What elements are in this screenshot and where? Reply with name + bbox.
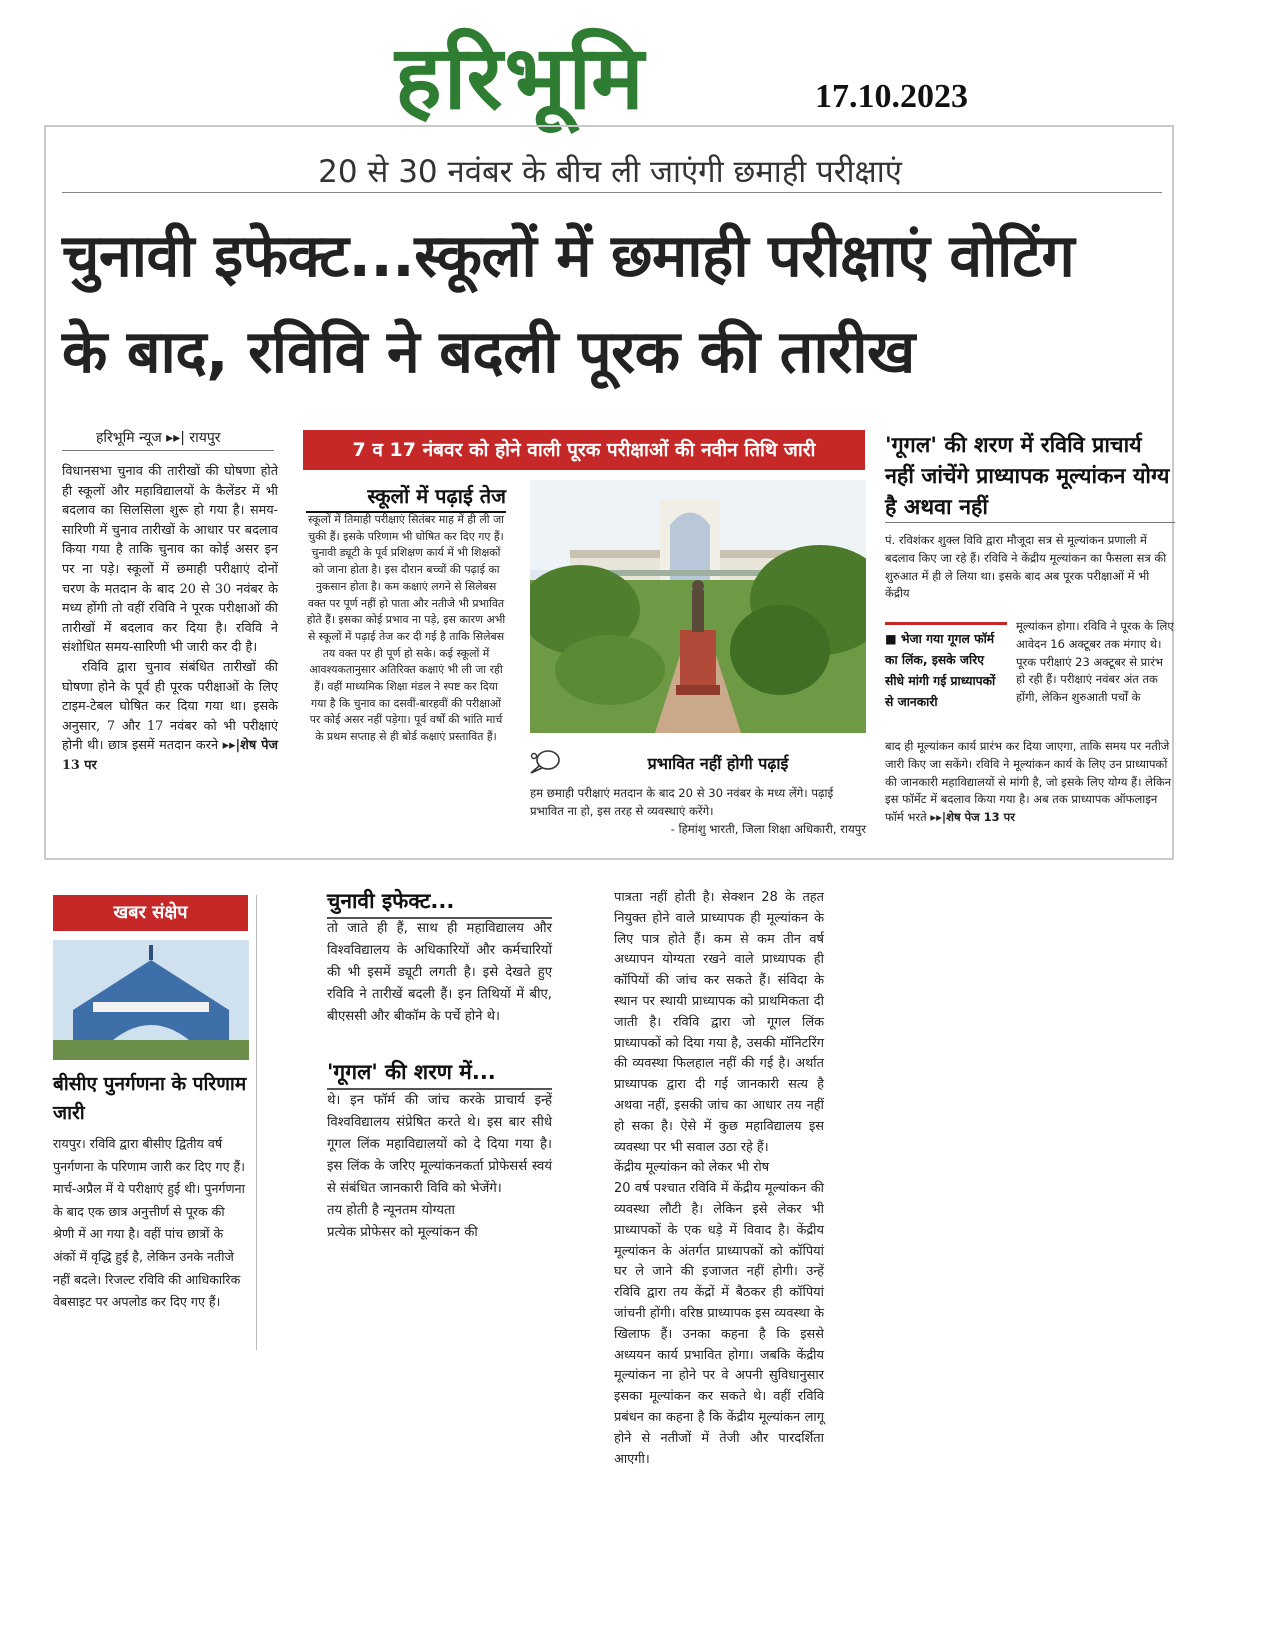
quote-body: हम छमाही परीक्षाएं मतदान के बाद 20 से 30 नवंबर के मध्य लेंगे। पढ़ाई प्रभावित ना हो, इस तरह से व्यवस्थाएं करेंगे। <box>530 786 834 818</box>
story-kicker: 20 से 30 नवंबर के बीच ली जाएंगी छमाही परीक्षाएं <box>318 154 902 190</box>
story-column-1 <box>62 462 278 776</box>
masthead-logo: हरिभूमि <box>395 25 646 129</box>
quote-signature: - हिमांशु भारती, जिला शिक्षा अधिकारी, रायपुर <box>670 822 866 836</box>
headline-line-2: के बाद, रविवि ने बदली पूरक की तारीख <box>62 317 915 386</box>
speech-bubble-icon <box>527 748 561 776</box>
red-banner: 7 व 17 नंबवर को होने वाली पूरक परीक्षाओं की नवीन तिथि जारी <box>303 430 865 470</box>
column-divider <box>256 895 257 1350</box>
kicker-divider <box>62 192 1162 193</box>
paragraph-text: रविवि द्वारा चुनाव संबंधित तारीखों की घोषणा होने के पूर्व ही पूरक परीक्षाओं के लिए टाइम-टेबल घोषित कर दिया गया था। इसके अनुसार, 7 और 17 नवंबर को भी परीक्षाएं होनी थी। छात्र इसमें मतदान करने <box>62 659 278 754</box>
paragraph-text: बाद ही मूल्यांकन कार्य प्रारंभ कर दिया जाएगा, ताकि समय पर नतीजे जारी किए जा सकेंगे। रविवि ने मूल्यांकन कार्य के लिए उन प्राध्यापकों की जानकारी महाविद्यालयों से मांगी है, जो इसके लिए योग्य हैं। लेकिन इस फॉर्मेट में बदलाव किया गया है। अब तक प्राध्यापक ऑफलाइन फॉर्म भरते <box>885 739 1172 825</box>
story-headline <box>62 208 1170 400</box>
continuation-title-election: चुनावी इफेक्ट... <box>327 887 552 919</box>
paragraph: विधानसभा चुनाव की तारीखों की घोषणा होते ही स्कूलों और महाविद्यालयों के कैलेंडर में भी बदलाव का सिलसिला शुरू हो गया है। समय-सारिणी में चुनाव तारीखों के आधार पर बदलाव किया गया है ताकि चुनाव का कोई असर इन पर ना पड़े। स्कूलों में छमाही परीक्षाएं दोनों चरण के मतदान के बाद 20 से 30 नवंबर के मध्य होंगी तो वहीं रविवि ने पूरक परीक्षाओं की तारीखों में बदलाव कर दिया है। रविवि ने संशोधित समय-सारिणी भी जारी कर दी है। <box>62 464 278 656</box>
issue-date: 17.10.2023 <box>815 78 968 115</box>
paragraph: थे। इन फॉर्म की जांच करके प्राचार्य इन्हें विश्वविद्यालय संप्रेषित करते थे। इस बार सीधे गूगल लिंक महाविद्यालयों को दे दिया गया है। इस लिंक के जरिए मूल्यांकनकर्ता प्रोफेसर्स स्वयं से संबंधित जानकारी विवि को भेजेंगे। <box>327 1093 552 1196</box>
story-column-3-bottom <box>885 738 1175 827</box>
continued-link[interactable]: ▸▸|शेष पेज 13 पर <box>62 738 278 773</box>
story-column-3-right: मूल्यांकन होगा। रविवि ने पूरक के लिए आवेदन 16 अक्टूबर तक मंगाए थे। पूरक परीक्षाएं 23 अक्टूबर से प्रारंभ हो रही हैं। परीक्षाएं नवंबर अंत तक होंगी, लेकिन शुरुआती पर्चों के <box>1016 619 1174 705</box>
continuation-body-google <box>327 1090 552 1244</box>
story-column-3: पं. रविशंकर शुक्ल विवि द्वारा मौजूदा सत्र से मूल्यांकन प्रणाली में बदलाव किए जा रहे हैं। रविवि ने केंद्रीय मूल्यांकन का फैसला सत्र की शुरुआत में ही ले लिया था। इसके बाद अब पूरक परीक्षाओं में भी केंद्रीय <box>885 533 1167 601</box>
story-column-2: स्कूलों में तिमाही परीक्षाएं सितंबर माह में ही ली जा चुकी हैं। इसके परिणाम भी घोषित कर दिए गए हैं। चुनावी ड्यूटी के पूर्व प्रशिक्षण कार्य में भी शिक्षकों को जाना होता है। इस दौरान बच्चों की पढ़ाई का नुकसान होता है। कम कक्षाएं लगने से सिलेबस वक्त पर पूर्ण नहीं हो पाता और नतीजे भी प्रभावित होते हैं। इसका कोई प्रभाव ना पड़े, इस कारण अभी से स्कूलों में पढ़ाई तेज कर दी गई है ताकि सिलेबस तय वक्त पर ही पूर्ण हो सके। कई स्कूलों में आवश्यकतानुसार अतिरिक्त कक्षाएं भी ली जा रही हैं। वहीं माध्यमिक शिक्षा मंडल ने स्पष्ट कर दिया गया है कि चुनाव का दसवीं-बारहवीं की परीक्षाओं पर कोई असर नहीं पड़ेगा। पूर्व वर्षों की भांति मार्च के प्रथम सप्ताह से ही बोर्ड कक्षाएं प्रस्तावित हैं। <box>306 513 506 744</box>
university-building-photo <box>530 480 866 733</box>
university-gate-photo <box>53 940 249 1060</box>
paragraph: प्रत्येक प्रोफेसर को मूल्यांकन की <box>327 1225 478 1240</box>
col3-divider <box>885 522 1175 523</box>
paragraph: 20 वर्ष पश्चात रविवि में केंद्रीय मूल्यांकन की व्यवस्था लौटी है। लेकिन इसे लेकर भी प्राध्यापकों के एक धड़े में विवाद है। केंद्रीय मूल्यांकन के अंतर्गत प्राध्यापकों को कॉपियां घर ले जाने की इजाजत नहीं होगी। उन्हें रविवि द्वारा तय केंद्रों में बैठकर ही कॉपियां जांचनी होंगी। वरिष्ठ प्राध्यापक इस व्यवस्था के खिलाफ हैं। उनका कहना है कि इससे अध्ययन कार्य प्रभावित होगा। जबकि केंद्रीय मूल्यांकन ना होने पर वे अपनी सुविधानुसार इसका मूल्यांकन कर सकते थे। वहीं रविवि प्रबंधन का कहना है कि केंद्रीय मूल्यांकन लागू होने से नतीजों में तेजी और पारदर्शिता आएगी। <box>614 1181 824 1467</box>
paragraph-2 <box>62 658 278 776</box>
subheading: केंद्रीय मूल्यांकन को लेकर भी रोष <box>614 1160 770 1176</box>
brief-body: रायपुर। रविवि द्वारा बीसीए द्वितीय वर्ष पुनर्गणना के परिणाम जारी कर दिए गए हैं। मार्च-अप्रैल में ये परीक्षाएं हुई थी। पुनर्गणना के बाद एक छात्र अनुत्तीर्ण से पूरक की श्रेणी में आ गया है। वहीं पांच छात्रों के अंकों में वृद्धि हुई है, लेकिन उनके नतीजे नहीं बदले। रिजल्ट रविवि की आधिकारिक वेबसाइट पर अपलोड कर दिए गए हैं। <box>53 1136 246 1310</box>
continued-link[interactable]: ▸▸|शेष पेज 13 पर <box>930 810 1015 825</box>
info-callout: ■ भेजा गया गूगल फॉर्म का लिंक, इसके जरिए सीधे मांगी गई प्राध्यापकों से जानकारी <box>885 622 1007 713</box>
continuation-body-evaluation <box>614 888 824 1470</box>
byline: हरिभूमि न्यूज ▸▸| रायपुर <box>96 430 221 446</box>
continuation-body-election: तो जाते ही हैं, साथ ही महाविद्यालय और विश्वविद्यालय के अधिकारियों और कर्मचारियों की भी इसमें ड्यूटी लगती है। इसे देखते हुए रविवि ने तारीखें बदली हैं। इन तिथियों में बीए, बीएससी और बीकॉम के पर्चे होने थे। <box>327 921 552 1024</box>
news-brief-tab: खबर संक्षेप <box>53 895 248 931</box>
byline-divider <box>62 450 274 451</box>
brief-headline: बीसीए पुनर्गणना के परिणाम जारी <box>53 1073 247 1124</box>
schools-subhead: स्कूलों में पढ़ाई तेज <box>306 482 506 513</box>
paragraph: पात्रता नहीं होती है। सेक्शन 28 के तहत नियुक्त होने वाले प्राध्यापक ही मूल्यांकन के लिए पात्र होते हैं। कम से कम तीन वर्ष अध्यापन योग्यता रखने वाले प्राध्यापक ही कॉपियों की जांच कर सकते हैं। संविदा के स्थान पर स्थायी प्राध्यापक को प्राथमिकता दी जाती है। रविवि द्वारा जो गूगल लिंक प्राध्यापकों को दिया गया है, उसकी मॉनिटरिंग की व्यवस्था फिलहाल नहीं की गई है। अर्थात प्राध्यापक द्वारा दी गई जानकारी सत्य है अथवा नहीं, इसकी जांच का आधार तय नहीं हो सका है। ऐसे में कुछ महाविद्यालय इस व्यवस्था पर भी सवाल उठा रहे हैं। <box>614 890 824 1155</box>
google-story-headline: 'गूगल' की शरण में रविवि प्राचार्य नहीं जांचेंगे प्राध्यापक मूल्यांकन योग्य है अथवा नहीं <box>885 433 1170 520</box>
quote-title: प्रभावित नहीं होगी पढ़ाई <box>647 754 789 773</box>
continuation-title-google: 'गूगल' की शरण में... <box>327 1058 552 1090</box>
headline-line-1: चुनावी इफेक्ट...स्कूलों में छमाही परीक्षाएं वोटिंग <box>62 221 1075 290</box>
subheading: तय होती है न्यूनतम योग्यता <box>327 1203 455 1218</box>
